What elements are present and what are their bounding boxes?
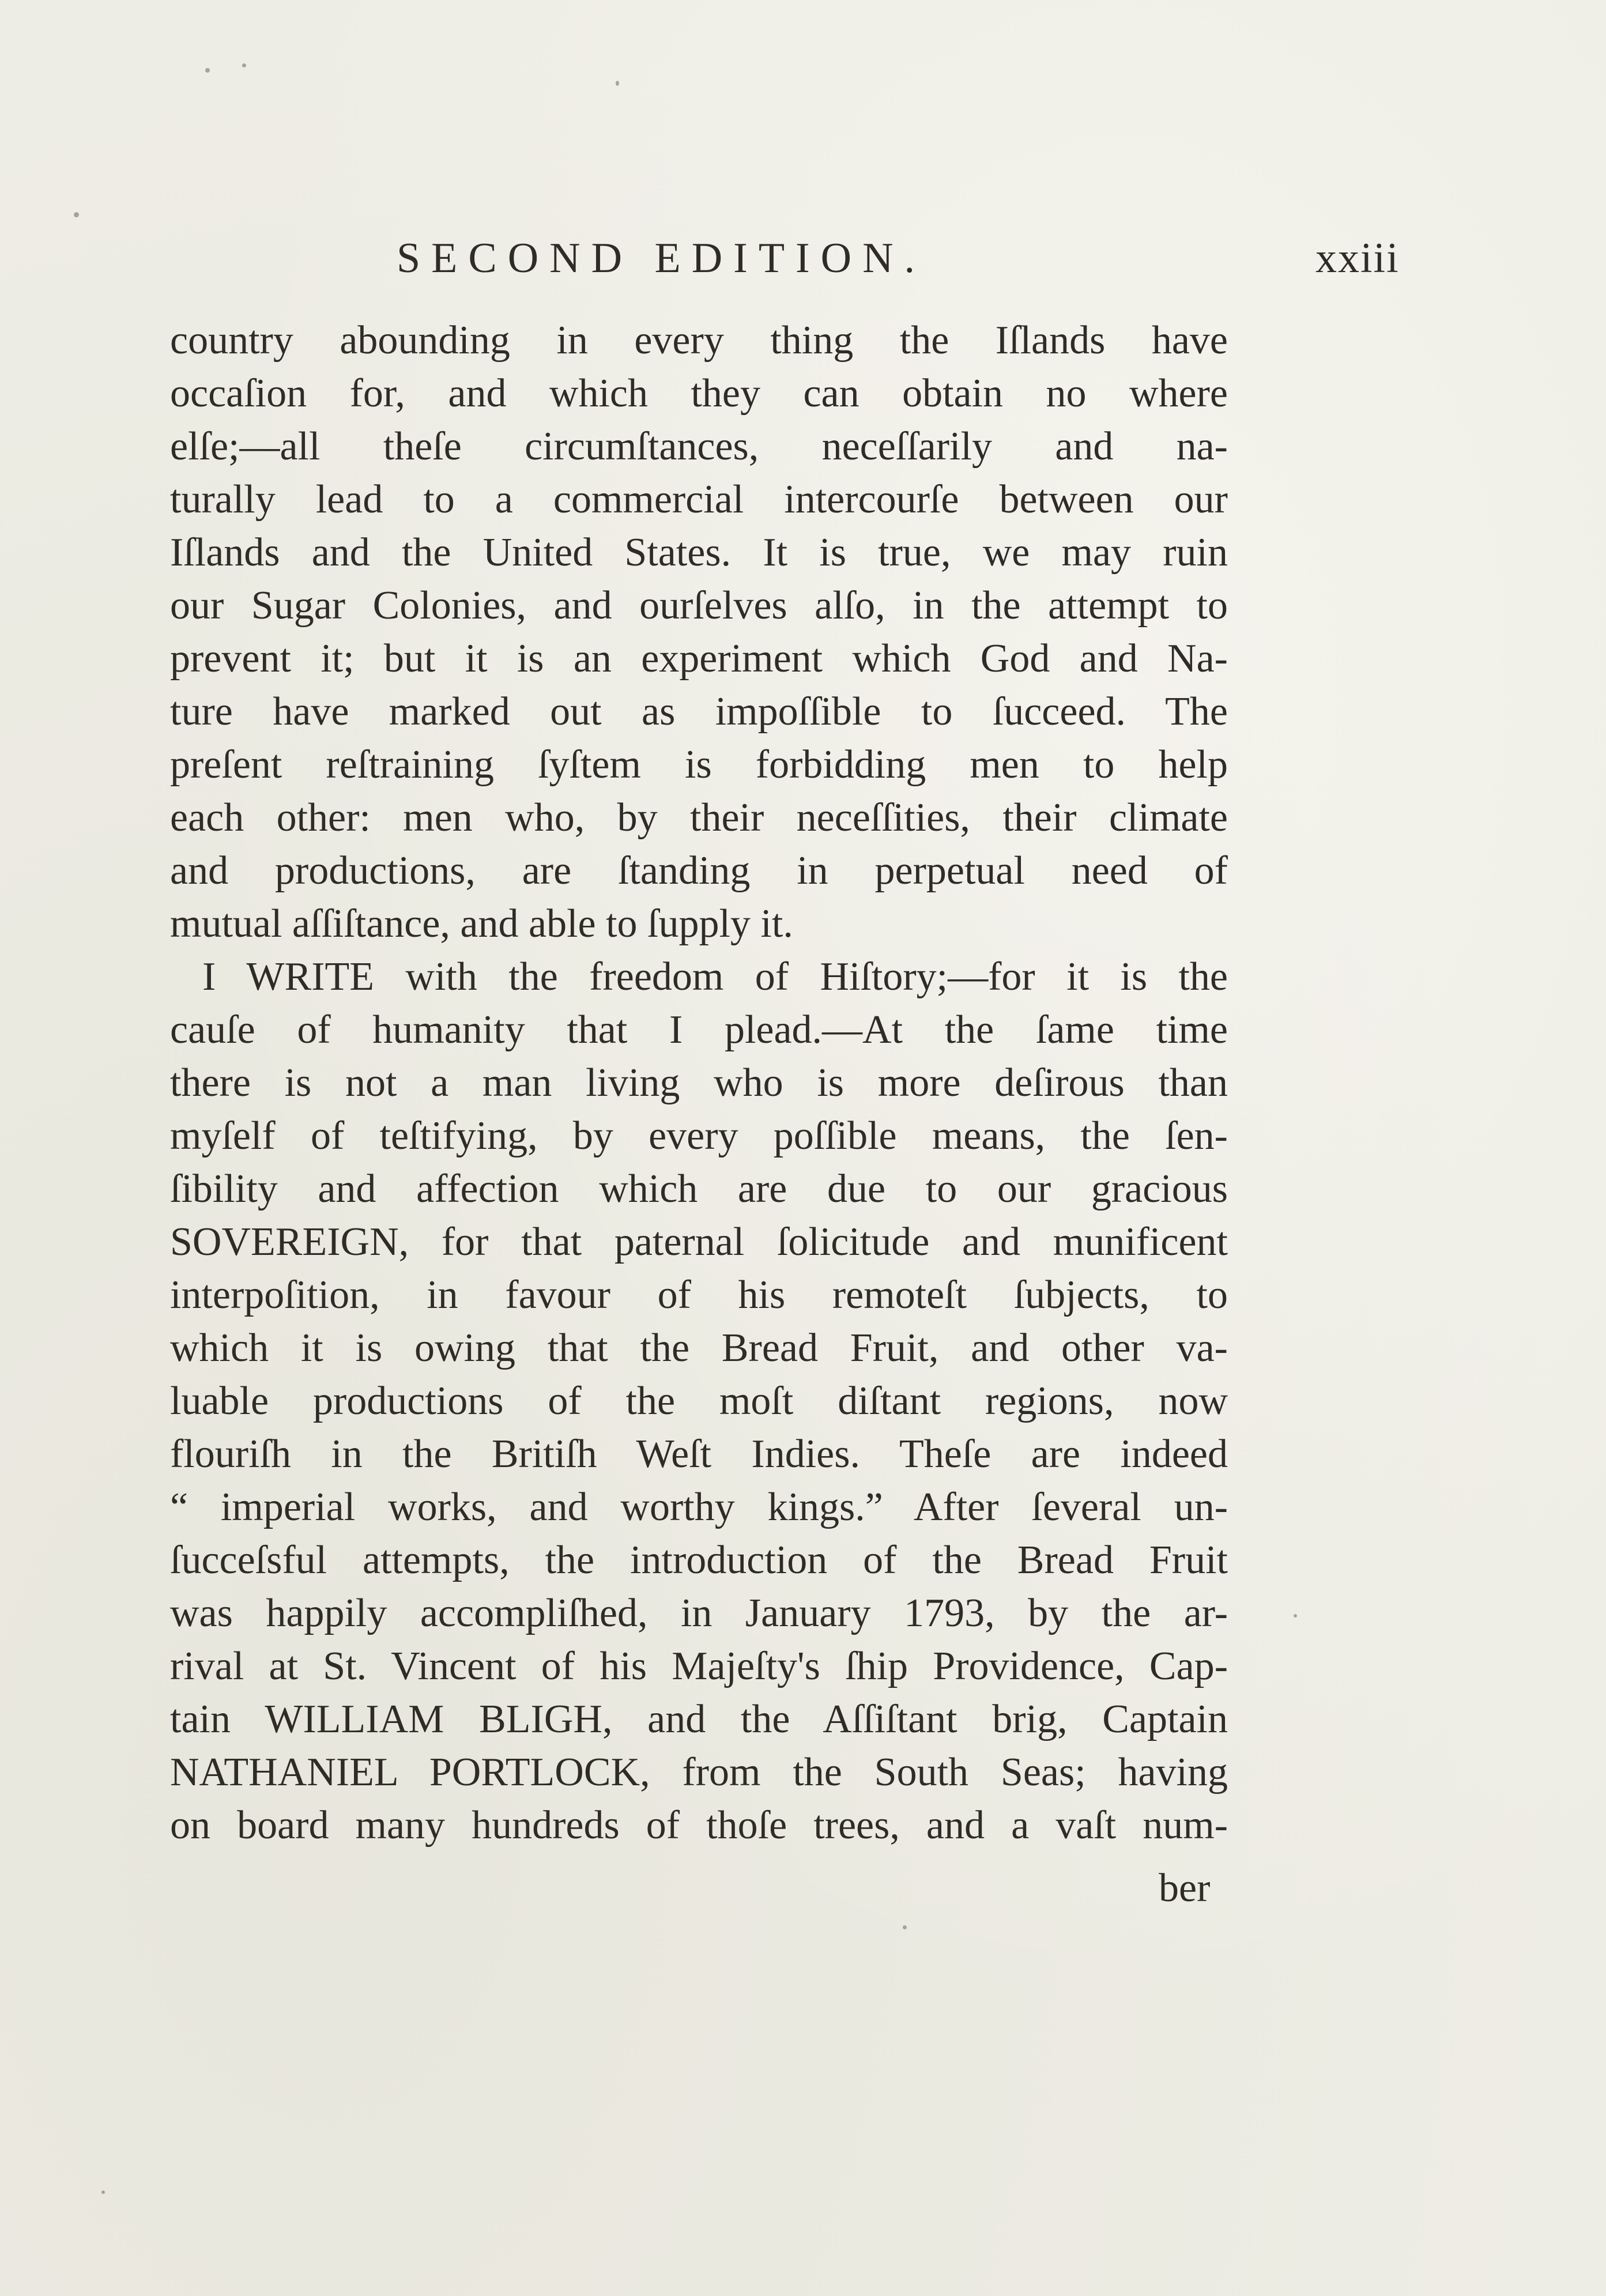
body-text — [170, 314, 1228, 1852]
text-line: ſucceſsful attempts, the introduction of the Bread Fruit — [170, 1538, 1228, 1582]
text-line: Iſlands and the United States. It is true, we may ruin — [170, 530, 1228, 575]
text-line: ſibility and affection which are due to our gracious — [170, 1167, 1228, 1211]
paper-speck — [616, 81, 619, 86]
page-number: xxiii — [1315, 235, 1400, 282]
text-line: turally lead to a commercial intercourſe between our — [170, 477, 1228, 522]
text-line: rival at St. Vincent of his Majeſty's ſhip Providence, Cap- — [170, 1644, 1228, 1688]
text-line: cauſe of humanity that I plead.—At the ſame time — [170, 1008, 1228, 1052]
text-line: NATHANIEL PORTLOCK, from the South Seas; having — [170, 1750, 1228, 1794]
text-line: and productions, are ſtanding in perpetual need of — [170, 849, 1228, 893]
text-line: tain WILLIAM BLIGH, and the Aſſiſtant brig, Captain — [170, 1697, 1228, 1741]
text-line: elſe;—all theſe circumſtances, neceſſarily and na- — [170, 424, 1228, 469]
text-line: mutual aſſiſtance, and able to ſupply it. — [170, 902, 793, 946]
text-line: occaſion for, and which they can obtain no where — [170, 371, 1228, 416]
paper-speck — [101, 2191, 105, 2194]
text-line: luable productions of the moſt diſtant regions, now — [170, 1379, 1228, 1423]
paper-speck — [242, 63, 246, 67]
running-head: SECOND EDITION. — [397, 235, 926, 282]
paper-speck — [1294, 1614, 1297, 1618]
text-line: country abounding in every thing the Iſlands have — [170, 318, 1228, 363]
catchword: ber — [1159, 1866, 1211, 1910]
text-line: on board many hundreds of thoſe trees, and a vaſt num- — [170, 1803, 1228, 1848]
text-line: which it is owing that the Bread Fruit, and other va- — [170, 1326, 1228, 1370]
text-line: myſelf of teſtifying, by every poſſible means, the ſen- — [170, 1114, 1228, 1158]
text-line: prevent it; but it is an experiment which God and Na- — [170, 636, 1228, 681]
text-line: “ imperial works, and worthy kings.” After ſeveral un- — [170, 1485, 1228, 1529]
text-line: each other: men who, by their neceſſities, their climate — [170, 796, 1228, 840]
text-line: SOVEREIGN, for that paternal ſolicitude and munificent — [170, 1220, 1228, 1264]
text-line: interpoſition, in favour of his remoteſt ſubjects, to — [170, 1273, 1228, 1317]
text-line: preſent reſtraining ſyſtem is forbidding men to help — [170, 742, 1228, 787]
text-line: our Sugar Colonies, and ourſelves alſo, in the attempt to — [170, 583, 1228, 628]
text-line: ture have marked out as impoſſible to ſucceed. The — [170, 689, 1228, 734]
paper-speck — [74, 212, 79, 217]
text-line: I WRITE with the freedom of Hiſtory;—for it is the — [202, 955, 1228, 999]
text-line: there is not a man living who is more deſirous than — [170, 1061, 1228, 1105]
text-line: flouriſh in the Britiſh Weſt Indies. Theſe are indeed — [170, 1432, 1228, 1476]
text-line: was happily accompliſhed, in January 1793, by the ar- — [170, 1591, 1228, 1635]
paper-speck — [205, 68, 210, 73]
paper-speck — [903, 1925, 907, 1929]
